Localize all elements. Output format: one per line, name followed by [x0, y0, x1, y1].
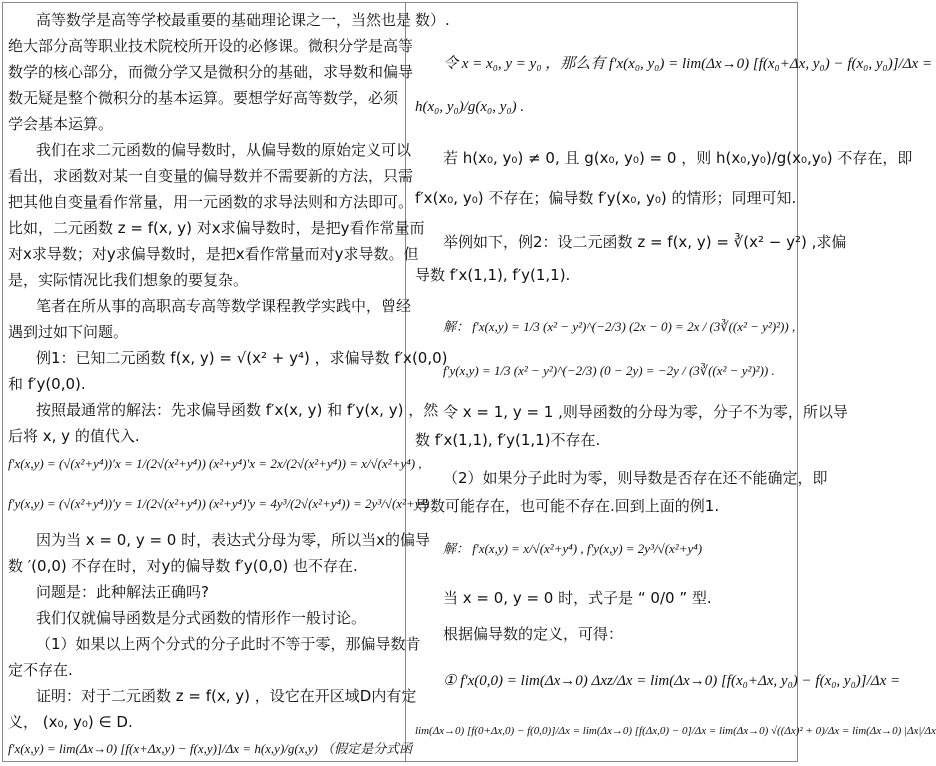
text-line: 因为当 x = 0, y = 0 时，表达式分母为零，所以当x的偏导: [36, 531, 431, 549]
formula-fraction: h(x₀, y₀)/g(x₀, y₀) .: [415, 99, 525, 115]
formula-partial-y: f′y(x,y) = (√(x²+y⁴))′y = 1/(2√(x²+y⁴)) (x²+y⁴)′y = 4y³/(2√(x²+y⁴)) = 2y³/√(x²+y⁴) .: [8, 496, 436, 511]
text-line: 定不存在.: [8, 661, 73, 679]
text-line: 按照最通常的解法：先求偏导函数 f′x(x, y) 和 f′y(x, y) ，然: [36, 401, 439, 419]
text-line: 遇到过如下问题。: [8, 323, 129, 341]
text-line: 是，实际情况比我们想象的要复杂。: [8, 271, 249, 289]
text-line: 对x求导数；对y求偏导数时，是把x看作常量而对y求导数。但: [8, 245, 419, 263]
text-line: （1）如果以上两个分式的分子此时不等于零，那偏导数肯: [36, 635, 421, 653]
text-line: 根据偏导数的定义，可得：: [443, 625, 624, 643]
example-1-statement: 例1：已知二元函数 f(x, y) = √(x² + y⁴) ，求偏导数 f′x(0,0): [36, 349, 448, 367]
text-line: 后将 x, y 的值代入.: [8, 427, 140, 445]
formula-limit-2: lim(Δx→0) [f(0+Δx,0) − f(0,0)]/Δx = lim(Δx→0) [f(Δx,0) − 0]/Δx = lim(Δx→0) √((Δx)² + 0)/Δx = lim(Δx→0) |Δx|/Δx: [415, 725, 936, 737]
text-line: 问题是：此种解法正确吗?: [36, 583, 209, 601]
text-line: 高等数学是高等学校最重要的基础理论课之一，当然也是: [36, 11, 412, 29]
text-line: 绝大部分高等职业技术院校所开设的必修课。微积分学是高等: [8, 37, 414, 55]
text-line: 当 x = 0, y = 0 时，式子是 “ 0/0 ” 型.: [443, 589, 712, 607]
text-line: 若 h(x₀, y₀) ≠ 0, 且 g(x₀, y₀) = 0 ，则 h(x₀,y₀)/g(x₀,y₀) 不存在，即: [443, 149, 913, 167]
text-line: 数 ′(0,0) 不存在时，对y的偏导数 f′y(0,0) 也不存在.: [8, 557, 358, 575]
text-line: 和 f′y(0,0).: [8, 375, 86, 393]
text-line: 笔者在所从事的高职高专高等数学课程教学实践中，曾经: [36, 297, 412, 315]
text-line: 数 f′x(1,1), f′y(1,1)不存在.: [415, 431, 601, 449]
text-line: 我们在求二元函数的偏导数时，从偏导数的原始定义可以: [36, 141, 412, 159]
text-line: （2）如果分子此时为零，则导数是否存在还不能确定，即: [443, 469, 828, 487]
text-line: 我们仅就偏导函数是分式函数的情形作一般讨论。: [36, 609, 367, 627]
text-line: 导数 f′x(1,1), f′y(1,1).: [415, 266, 571, 284]
text-line: 学会基本运算。: [8, 115, 114, 133]
formula-example-2-x: 解： f′x(x,y) = 1/3 (x² − y²)^(−2/3) (2x − 0) = 2x / (3∛((x² − y²)²)) ,: [443, 319, 796, 334]
formula-limit-1: ① f′x(0,0) = lim(Δx→0) Δxz/Δx = lim(Δx→0) [f(x₀+Δx, y₀) − f(x₀, y₀)]/Δx =: [443, 673, 901, 689]
text-line: 把其他自变量看作常量，用一元函数的求导法则和方法即可。: [8, 193, 414, 211]
text-line: 比如，二元函数 z = f(x, y) 对x求偏导数时，是把y看作常量而: [8, 219, 425, 237]
text-line: 数学的核心部分，而微分学又是微积分的基础，求导数和偏导: [8, 63, 414, 81]
formula-definition: f′x(x,y) = lim(Δx→0) [f(x+Δx,y) − f(x,y)]/Δx = h(x,y)/g(x,y) （假定是分式函: [8, 741, 413, 756]
text-line: 数无疑是整个微积分的基本运算。要想学好高等数学，必须: [8, 89, 399, 107]
text-line: 数）.: [415, 11, 450, 29]
formula-partial-x: f′x(x,y) = (√(x²+y⁴))′x = 1/(2√(x²+y⁴)) (x²+y⁴)′x = 2x/(2√(x²+y⁴)) = x/√(x²+y⁴) ,: [8, 456, 422, 471]
text-line: 导数可能存在，也可能不存在.回到上面的例1.: [415, 497, 720, 515]
example-2-statement: 举例如下，例2：设二元函数 z = f(x, y) = ∛(x² − y²) ,求偏: [443, 233, 847, 251]
text-line: 令 x = 1, y = 1 ,则导函数的分母为零，分子不为零，所以导: [443, 403, 848, 421]
formula-example-2-y: f′y(x,y) = 1/3 (x² − y²)^(−2/3) (0 − 2y) = −2y / (3∛((x² − y²)²)) .: [443, 363, 775, 378]
text-line: 义， (x₀, y₀) ∈ D.: [8, 713, 133, 731]
text-line: 看出，求函数对某一自变量的偏导数并不需要新的方法，只需: [8, 167, 414, 185]
formula-substitution: 令 x = x₀, y = y₀ ，那么有 f′x(x₀, y₀) = lim(Δx→0) [f(x₀+Δx, y₀) − f(x₀, y₀)]/Δx =: [443, 56, 933, 72]
text-line: 证明：对于二元函数 z = f(x, y) ，设它在开区域D内有定: [36, 687, 417, 705]
text-line: f′x(x₀, y₀) 不存在；偏导数 f′y(x₀, y₀) 的情形；同理可知.: [415, 189, 797, 207]
formula-solution: 解： f′x(x,y) = x/√(x²+y⁴) , f′y(x,y) = 2y³/√(x²+y⁴): [443, 541, 703, 556]
